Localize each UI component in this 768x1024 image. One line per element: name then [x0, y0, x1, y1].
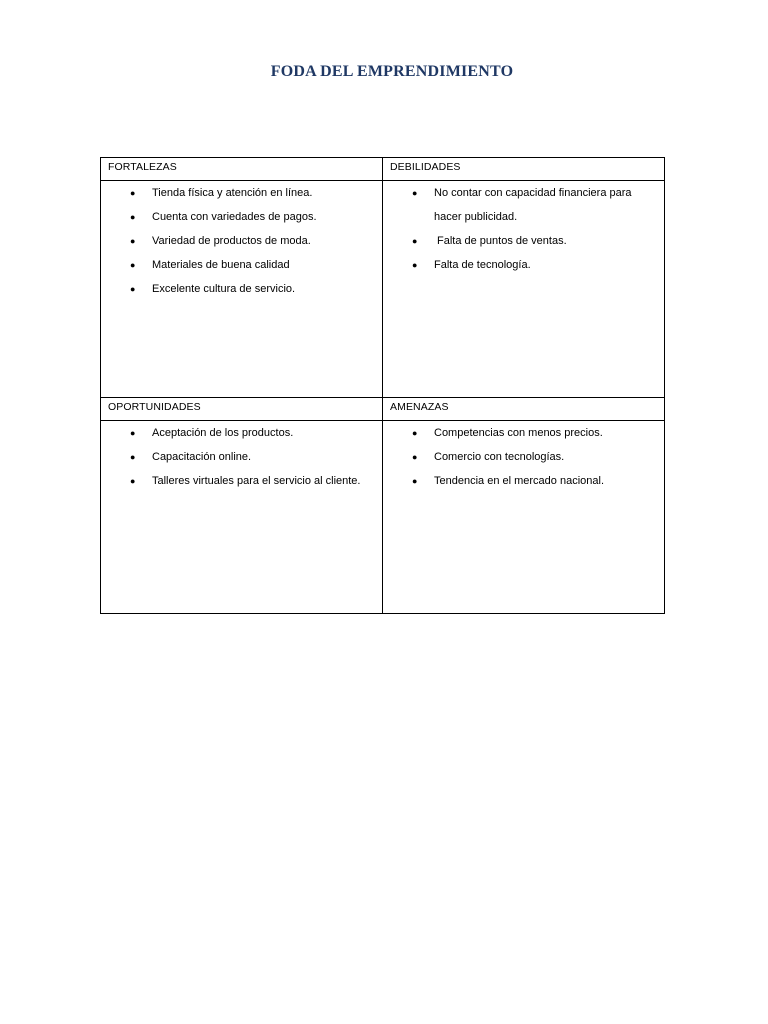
page-title: FODA DEL EMPRENDIMIENTO: [270, 63, 514, 80]
list-item: [101, 445, 382, 469]
list-item: [101, 229, 382, 253]
debilidades-header-cell: [383, 158, 665, 181]
oportunidades-header-cell: [101, 398, 383, 421]
debilidades-list: [383, 181, 664, 277]
bullet-icon: ●: [130, 284, 136, 294]
list-item-text: Falta de puntos de ventas.: [437, 235, 567, 247]
body-row-top: [101, 181, 665, 398]
fortalezas-cell: [101, 181, 383, 398]
list-item: [383, 181, 664, 229]
list-item: [383, 445, 664, 469]
debilidades-header: DEBILIDADES: [390, 161, 461, 173]
bullet-icon: ●: [130, 452, 136, 462]
oportunidades-header: OPORTUNIDADES: [108, 401, 201, 413]
bullet-icon: ●: [130, 428, 136, 438]
list-item-text: Aceptación de los productos.: [152, 427, 294, 439]
bullet-icon: ●: [130, 476, 136, 486]
amenazas-header: AMENAZAS: [390, 401, 449, 413]
list-item-text: Variedad de productos de moda.: [152, 235, 311, 247]
header-row-bottom: [101, 398, 665, 421]
foda-table: [100, 157, 665, 614]
oportunidades-list: [101, 421, 382, 493]
list-item: [101, 253, 382, 277]
list-item: [101, 277, 382, 301]
list-item-text: Tendencia en el mercado nacional.: [434, 475, 605, 487]
debilidades-cell: [383, 181, 665, 398]
list-item-text: Falta de tecnología.: [434, 259, 531, 271]
bullet-icon: ●: [412, 236, 418, 246]
bullet-icon: ●: [130, 260, 136, 270]
bullet-icon: ●: [412, 476, 418, 486]
bullet-icon: ●: [412, 188, 418, 198]
list-item-text: Talleres virtuales para el servicio al cliente.: [152, 475, 361, 487]
fortalezas-list: [101, 181, 382, 301]
list-item-text: Comercio con tecnologías.: [434, 451, 565, 463]
list-item-text: Cuenta con variedades de pagos.: [152, 211, 317, 223]
list-item: [101, 181, 382, 205]
amenazas-list: [383, 421, 664, 493]
list-item: [383, 469, 664, 493]
body-row-bottom: [101, 421, 665, 614]
list-item-text: No contar con capacidad financiera para hacer publicidad.: [434, 187, 632, 223]
amenazas-cell: [383, 421, 665, 614]
bullet-icon: ●: [130, 188, 136, 198]
list-item-text: Tienda física y atención en línea.: [152, 187, 313, 199]
bullet-icon: ●: [130, 236, 136, 246]
bullet-icon: ●: [130, 212, 136, 222]
amenazas-header-cell: [383, 398, 665, 421]
header-row-top: [101, 158, 665, 181]
list-item-text: Capacitación online.: [152, 451, 252, 463]
list-item: [101, 469, 382, 493]
fortalezas-header-cell: [101, 158, 383, 181]
list-item: [101, 205, 382, 229]
bullet-icon: ●: [412, 260, 418, 270]
list-item: [383, 253, 664, 277]
bullet-icon: ●: [412, 428, 418, 438]
list-item: [383, 421, 664, 445]
list-item-text: Excelente cultura de servicio.: [152, 283, 296, 295]
bullet-icon: ●: [412, 452, 418, 462]
list-item: [101, 421, 382, 445]
list-item-text: Materiales de buena calidad: [152, 259, 290, 271]
oportunidades-cell: [101, 421, 383, 614]
list-item-text: Competencias con menos precios.: [434, 427, 603, 439]
fortalezas-header: FORTALEZAS: [108, 161, 177, 173]
list-item: [383, 229, 664, 253]
